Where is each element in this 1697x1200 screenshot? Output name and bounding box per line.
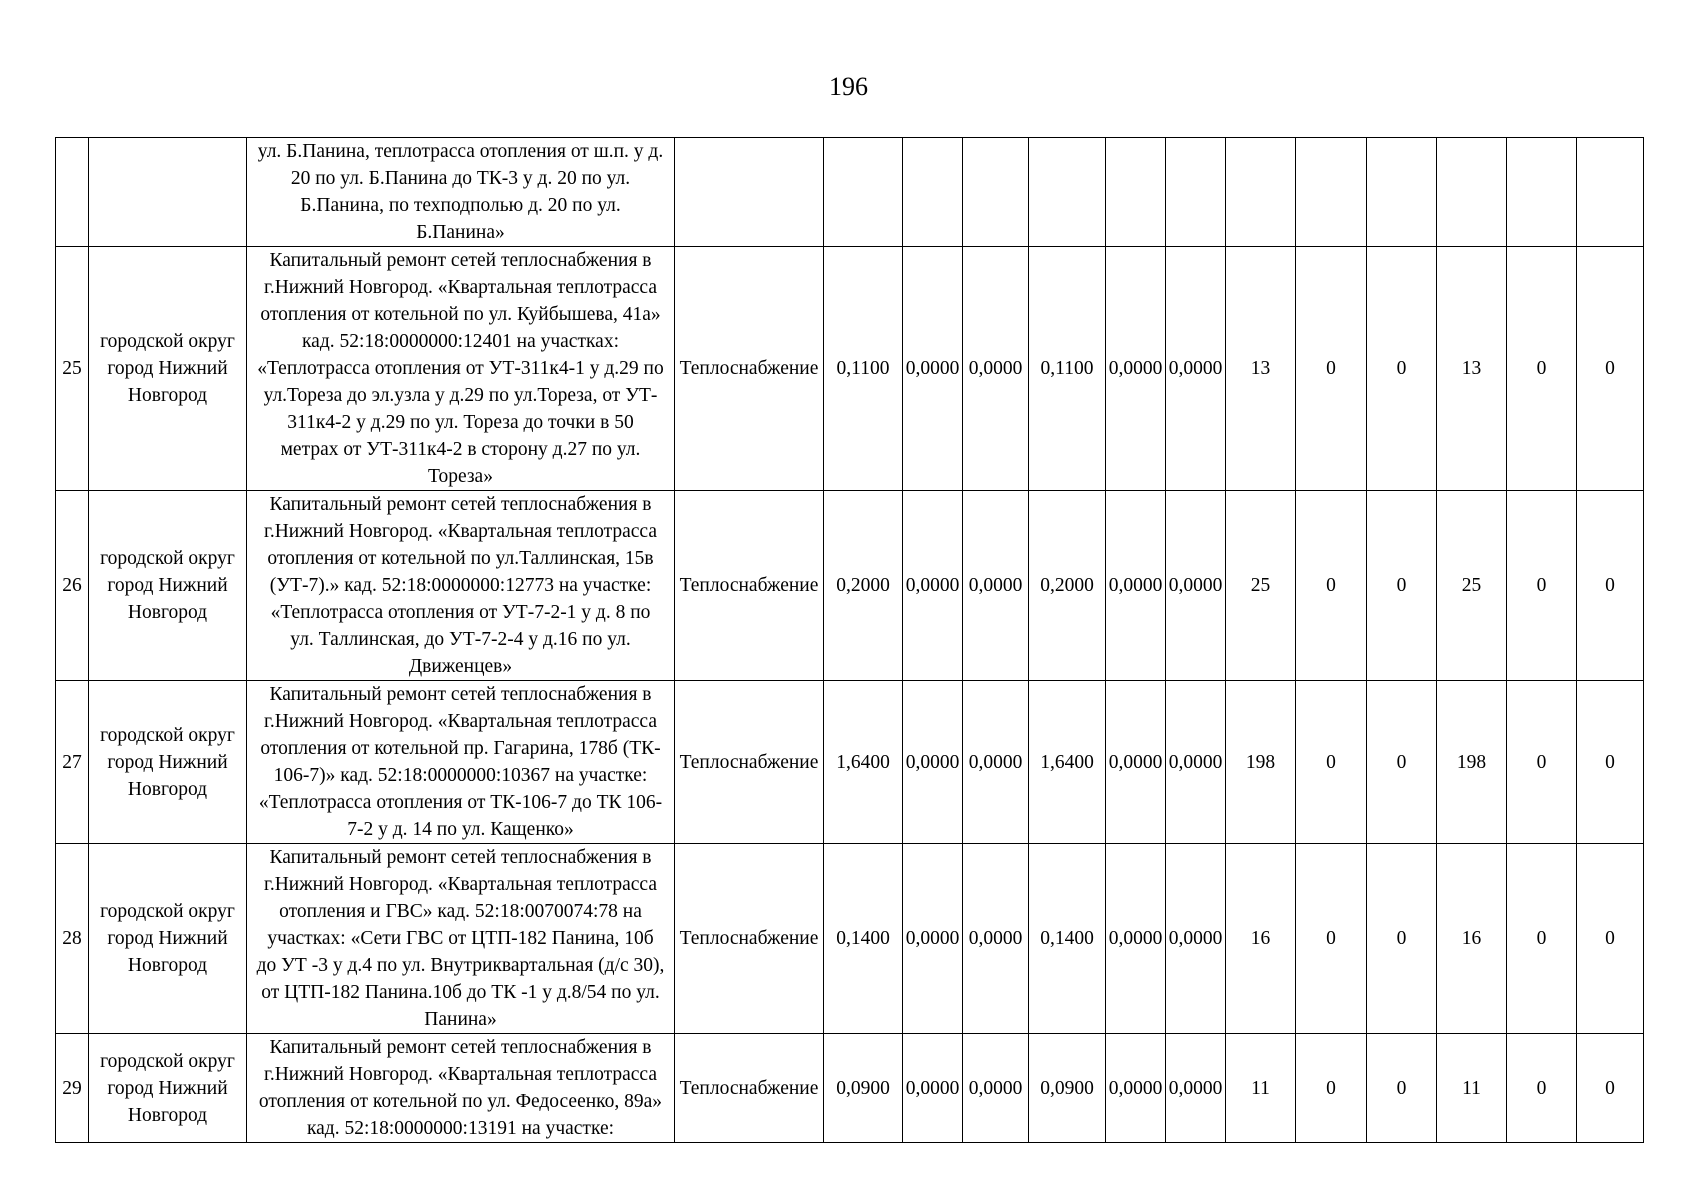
- description-line: ул. Б.Панина, теплотрасса отопления от ш.п. у д.: [257, 141, 664, 162]
- value-cell: 0: [1367, 844, 1437, 1034]
- value-cell: [1577, 138, 1644, 247]
- value-cell: 0,1400: [1029, 844, 1106, 1034]
- description-line: Движенцев»: [408, 656, 513, 677]
- value-cell: 0,0000: [1106, 681, 1166, 844]
- value-cell: 0: [1507, 681, 1577, 844]
- value-cell: [824, 138, 903, 247]
- description-line: ул.Тореза до эл.узла у д.29 по ул.Тореза, от УТ-: [263, 385, 658, 406]
- value-cell: [1029, 138, 1106, 247]
- value-cell: 0: [1367, 247, 1437, 491]
- value-cell: 0,0000: [903, 681, 963, 844]
- value-cell: 0,0000: [1166, 844, 1226, 1034]
- value-cell: 0,1100: [1029, 247, 1106, 491]
- value-cell: 0: [1577, 247, 1644, 491]
- value-cell: 0,0900: [824, 1034, 903, 1143]
- description-line: «Теплотрасса отопления от ТК-106-7 до ТК 106-: [258, 792, 663, 813]
- description-line: кад. 52:18:0000000:12401 на участках:: [302, 331, 619, 352]
- value-cell: 0: [1296, 681, 1367, 844]
- description-line: Б.Панина, по техподполью д. 20 по ул.: [300, 195, 621, 216]
- value-cell: 0,0000: [1166, 491, 1226, 681]
- table-row: [56, 1034, 1644, 1143]
- description-line: Капитальный ремонт сетей теплоснабжения в: [269, 1037, 652, 1058]
- table-row: [56, 247, 1644, 491]
- type-cell: Теплоснабжение: [675, 247, 824, 491]
- value-cell: 0,0000: [1106, 491, 1166, 681]
- description-cell: [247, 844, 675, 1034]
- value-cell: 0: [1577, 681, 1644, 844]
- description-line: Капитальный ремонт сетей теплоснабжения в: [269, 250, 652, 271]
- value-cell: 1,6400: [824, 681, 903, 844]
- description-line: г.Нижний Новгород. «Квартальная теплотрасса: [264, 711, 657, 732]
- value-cell: 0,0000: [903, 844, 963, 1034]
- value-cell: 0: [1507, 1034, 1577, 1143]
- value-cell: 16: [1226, 844, 1296, 1034]
- value-cell: 0,0900: [1029, 1034, 1106, 1143]
- description-line: 20 по ул. Б.Панина до ТК-3 у д. 20 по ул.: [290, 168, 631, 189]
- description-line: отопления от котельной пр. Гагарина, 178б (ТК-: [260, 738, 661, 759]
- value-cell: 0,0000: [903, 1034, 963, 1143]
- value-cell: 198: [1437, 681, 1507, 844]
- municipality-cell: городской округ город Нижний Новгород: [89, 247, 247, 491]
- description-line: г.Нижний Новгород. «Квартальная теплотрасса: [264, 277, 657, 298]
- value-cell: 0: [1577, 491, 1644, 681]
- description-line: отопления и ГВС» кад. 52:18:0070074:78 на: [279, 901, 642, 922]
- description-line: г.Нижний Новгород. «Квартальная теплотрасса: [264, 1064, 657, 1085]
- data-table: [55, 137, 1644, 1143]
- type-cell: Теплоснабжение: [675, 491, 824, 681]
- value-cell: 0: [1507, 247, 1577, 491]
- value-cell: 0,0000: [963, 681, 1029, 844]
- value-cell: 0,1400: [824, 844, 903, 1034]
- description-line: участках: «Сети ГВС от ЦТП-182 Панина, 10б: [267, 928, 654, 949]
- description-line: метрах от УТ-311к4-2 в сторону д.27 по ул.: [280, 439, 641, 460]
- value-cell: 0,1100: [824, 247, 903, 491]
- value-cell: [1437, 138, 1507, 247]
- value-cell: 13: [1226, 247, 1296, 491]
- value-cell: [1166, 138, 1226, 247]
- type-cell: Теплоснабжение: [675, 844, 824, 1034]
- value-cell: [903, 138, 963, 247]
- description-line: «Теплотрасса отопления от УТ-311к4-1 у д.29 по: [257, 358, 664, 379]
- municipality-cell: [89, 138, 247, 247]
- value-cell: 11: [1437, 1034, 1507, 1143]
- value-cell: 0: [1296, 491, 1367, 681]
- value-cell: 0,0000: [1106, 1034, 1166, 1143]
- value-cell: 0: [1296, 844, 1367, 1034]
- value-cell: 11: [1226, 1034, 1296, 1143]
- description-line: Капитальный ремонт сетей теплоснабжения в: [269, 847, 652, 868]
- description-line: Тореза»: [428, 466, 493, 487]
- description-line: Б.Панина»: [416, 222, 505, 243]
- row-number: 29: [56, 1034, 89, 1143]
- description-cell: [247, 491, 675, 681]
- municipality-cell: городской округ город Нижний Новгород: [89, 681, 247, 844]
- value-cell: 0,0000: [1166, 681, 1226, 844]
- table-row: [56, 681, 1644, 844]
- description-line: г.Нижний Новгород. «Квартальная теплотрасса: [264, 521, 657, 542]
- municipality-cell: городской округ город Нижний Новгород: [89, 844, 247, 1034]
- value-cell: 0,0000: [903, 247, 963, 491]
- value-cell: 25: [1437, 491, 1507, 681]
- value-cell: 0,0000: [1166, 1034, 1226, 1143]
- value-cell: 16: [1437, 844, 1507, 1034]
- value-cell: 25: [1226, 491, 1296, 681]
- description-line: 7-2 у д. 14 по ул. Кащенко»: [347, 819, 574, 840]
- row-number: 28: [56, 844, 89, 1034]
- description-line: «Теплотрасса отопления от УТ-7-2-1 у д. 8 по: [270, 602, 651, 623]
- value-cell: 1,6400: [1029, 681, 1106, 844]
- value-cell: 0,0000: [903, 491, 963, 681]
- value-cell: 0,0000: [963, 247, 1029, 491]
- municipality-cell: городской округ город Нижний Новгород: [89, 1034, 247, 1143]
- description-line: отопления от котельной по ул.Таллинская, 15в: [267, 548, 654, 569]
- table-body: [56, 138, 1644, 1143]
- municipality-cell: городской округ город Нижний Новгород: [89, 491, 247, 681]
- table-row: [56, 844, 1644, 1034]
- description-line: (УТ-7).» кад. 52:18:0000000:12773 на участке:: [269, 575, 652, 596]
- type-cell: [675, 138, 824, 247]
- description-line: Капитальный ремонт сетей теплоснабжения в: [269, 494, 652, 515]
- description-cell: [247, 138, 675, 247]
- value-cell: [1367, 138, 1437, 247]
- description-line: от ЦТП-182 Панина.10б до ТК -1 у д.8/54 по ул.: [261, 982, 660, 1003]
- description-line: г.Нижний Новгород. «Квартальная теплотрасса: [264, 874, 657, 895]
- description-line: отопления от котельной по ул. Куйбышева, 41а»: [260, 304, 661, 325]
- value-cell: 0: [1296, 1034, 1367, 1143]
- description-line: кад. 52:18:0000000:13191 на участке:: [306, 1118, 615, 1139]
- row-number: [56, 138, 89, 247]
- description-line: отопления от котельной по ул. Федосеенко, 89а»: [258, 1091, 663, 1112]
- description-line: Капитальный ремонт сетей теплоснабжения в: [269, 684, 652, 705]
- row-number: 27: [56, 681, 89, 844]
- value-cell: 0: [1507, 491, 1577, 681]
- description-line: 311к4-2 у д.29 по ул. Тореза до точки в 50: [287, 412, 634, 433]
- value-cell: 0,0000: [1106, 247, 1166, 491]
- description-cell: [247, 681, 675, 844]
- value-cell: 0: [1507, 844, 1577, 1034]
- value-cell: [1226, 138, 1296, 247]
- description-line: до УТ -3 у д.4 по ул. Внутриквартальная (д/с 30),: [256, 955, 665, 976]
- type-cell: Теплоснабжение: [675, 681, 824, 844]
- value-cell: 0: [1577, 844, 1644, 1034]
- value-cell: 0: [1367, 1034, 1437, 1143]
- value-cell: 0,0000: [1106, 844, 1166, 1034]
- row-number: 25: [56, 247, 89, 491]
- row-number: 26: [56, 491, 89, 681]
- value-cell: 13: [1437, 247, 1507, 491]
- description-line: 106-7)» кад. 52:18:0000000:10367 на участке:: [273, 765, 648, 786]
- value-cell: 0,2000: [824, 491, 903, 681]
- value-cell: 0,0000: [1166, 247, 1226, 491]
- value-cell: 0: [1296, 247, 1367, 491]
- value-cell: 198: [1226, 681, 1296, 844]
- value-cell: 0,0000: [963, 844, 1029, 1034]
- value-cell: [963, 138, 1029, 247]
- value-cell: 0,2000: [1029, 491, 1106, 681]
- page-number: 196: [829, 72, 868, 101]
- value-cell: [1296, 138, 1367, 247]
- value-cell: 0: [1367, 681, 1437, 844]
- type-cell: Теплоснабжение: [675, 1034, 824, 1143]
- value-cell: 0: [1577, 1034, 1644, 1143]
- value-cell: [1507, 138, 1577, 247]
- value-cell: 0: [1367, 491, 1437, 681]
- value-cell: [1106, 138, 1166, 247]
- table-row: [56, 491, 1644, 681]
- value-cell: 0,0000: [963, 1034, 1029, 1143]
- table-row: [56, 138, 1644, 247]
- description-cell: [247, 1034, 675, 1143]
- description-line: Панина»: [424, 1009, 497, 1030]
- description-cell: [247, 247, 675, 491]
- description-line: ул. Таллинская, до УТ-7-2-4 у д.16 по ул.: [290, 629, 631, 650]
- value-cell: 0,0000: [963, 491, 1029, 681]
